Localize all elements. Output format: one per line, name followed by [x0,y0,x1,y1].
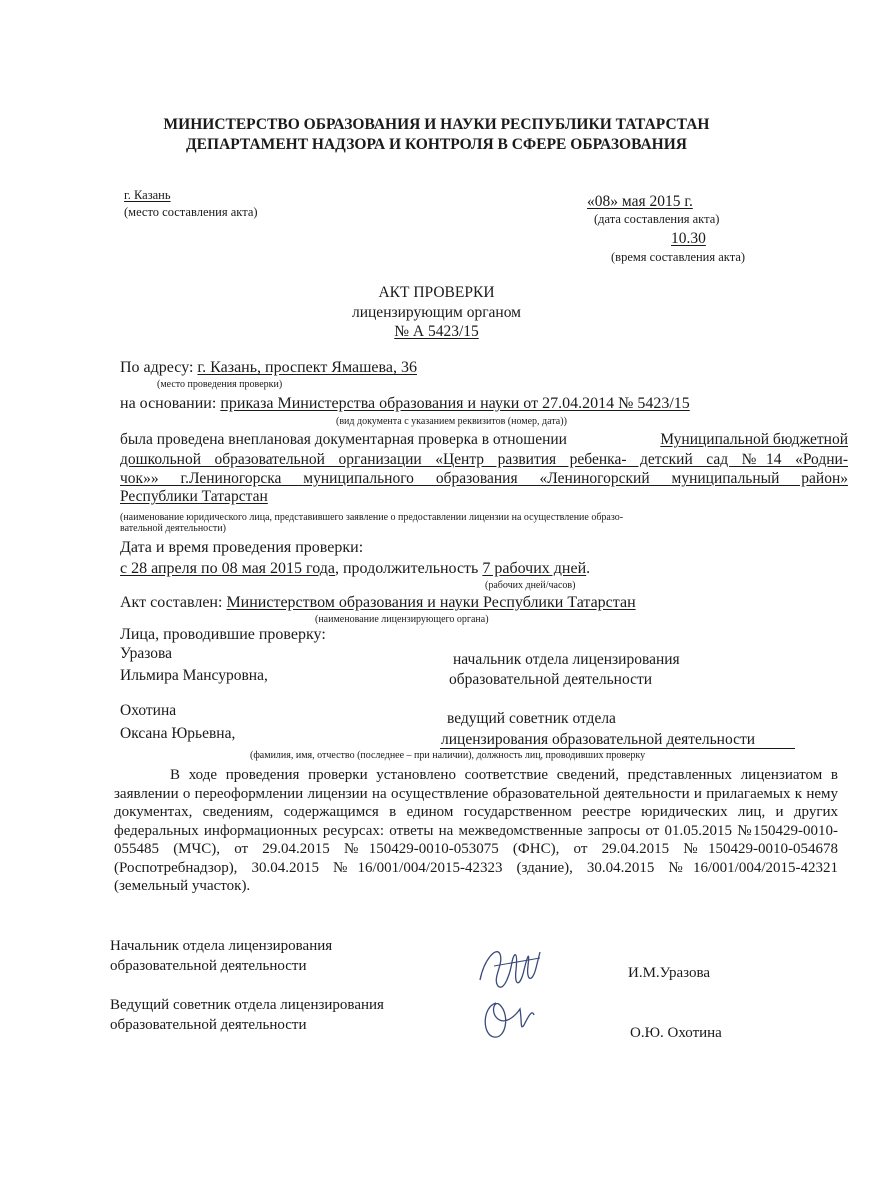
address-value: г. Казань, проспект Ямашева, 36 [197,359,417,376]
act-time-caption: (время составления акта) [611,250,746,264]
inspection-line1: была проведена внеплановая документарная проверка в отношении Муниципальной бюджетной [120,431,848,448]
signature-2-position2: образовательной деятельности [110,1017,307,1033]
inspection-caption2: вательной деятельности) [120,523,226,534]
inspector-1-surname: Уразова [120,645,173,662]
period-caption: (рабочих дней/часов) [485,580,576,591]
basis-line [120,395,690,413]
inspection-line4: Республики Татарстан [120,488,268,505]
inspector-2-surname: Охотина [120,702,177,719]
signature-2-name: О.Ю. Охотина [630,1025,722,1041]
act-date-caption: (дата составления акта) [594,212,720,226]
composed-caption: (наименование лицензирующего органа) [315,614,489,625]
inspectors-caption: (фамилия, имя, отчество (последнее – при наличии), должность лиц, проводивших проверку [250,750,646,761]
act-number: № А 5423/15 [394,323,479,340]
address-label: По адресу: [120,359,194,376]
period-dates: с 28 апреля по 08 мая 2015 года [120,560,335,577]
inspection-caption1: (наименование юридического лица, представившего заявление о предоставлении лицензии на осуществление образо- [120,512,624,523]
period-heading: Дата и время проведения проверки: [120,539,364,556]
act-subtitle: лицензирующим органом [351,304,521,321]
signature-2-position1: Ведущий советник отдела лицензирования [110,997,384,1013]
inspectors-underline [440,748,795,749]
result-paragraph: В ходе проведения проверки установлено соответствие сведений, представленных лицензиатом в заявлении о переоформлении лицензии на осуществление образовательной деятельности и прилагаемых к нему документах, сведениям, содержащимся в едином государственном реестре юридических лиц, и других федеральных информационных ресурсах: ответы на межведомственные запросы от 01.05.2015 №150429-0010-055485 (МЧС), от 29.04.2015 №150429-0010-053075 (ФНС), от 29.04.2015 №150429-0010-054678 (Роспотребнадзор), 30.04.2015 №16/001/004/2015-42323 (здание), 30.04.2015 №16/001/004/2015-42321 (земельный участок). [114,767,838,894]
basis-value: приказа Министерства образования и науки от 27.04.2014 № 5423/15 [220,395,690,412]
inspector-1-name: Ильмира Мансуровна, [120,667,268,684]
inspection-line2: дошкольной образовательной организации «Центр развития ребенка- детский сад №14 «Родни- [120,451,848,468]
inspectors-heading: Лица, проводившие проверку: [120,626,326,643]
inspection-line3: чок»» г.Лениногорска муниципального образования «Лениногорский муниципальный район» [120,470,848,487]
composed-label: Акт составлен: [120,594,223,611]
signature-1-position2: образовательной деятельности [110,958,307,974]
address-caption: (место проведения проверки) [157,379,283,390]
composed-line [120,594,636,612]
act-time: 10.30 [671,230,706,247]
inspector-1-position2: образовательной деятельности [449,671,653,688]
basis-caption: (вид документа с указанием реквизитов (номер, дата)) [336,416,567,427]
inspector-1-position1: начальник отдела лицензирования [453,651,680,668]
act-title: АКТ ПРОВЕРКИ [378,284,495,301]
period-line: с 28 апреля по 08 мая 2015 года, продолжительность 7 рабочих дней. [120,560,591,577]
inspector-2-position2: лицензирования образовательной деятельности [441,731,756,748]
place-value: г. Казань [124,188,171,202]
signature-1-position1: Начальник отдела лицензирования [110,938,333,954]
header-department: ДЕПАРТАМЕНТ НАДЗОРА И КОНТРОЛЯ В СФЕРЕ ОБРАЗОВАНИЯ [186,136,687,153]
inspector-2-position1: ведущий советник отдела [447,710,616,727]
inspector-2-name: Оксана Юрьевна, [120,725,236,742]
header-ministry: МИНИСТЕРСТВО ОБРАЗОВАНИЯ И НАУКИ РЕСПУБЛИКИ ТАТАРСТАН [163,116,710,133]
act-date: «08» мая 2015 г. [587,193,693,210]
period-duration: 7 рабочих дней [482,560,587,577]
place-caption: (место составления акта) [124,205,258,219]
basis-label: на основании: [120,395,217,412]
signature-1-name: И.М.Уразова [628,965,711,981]
address-line [120,359,417,377]
composed-value: Министерством образования и науки Республики Татарстан [226,594,636,611]
handwritten-signature-1 [470,940,560,1000]
handwritten-signature-2 [476,995,556,1045]
